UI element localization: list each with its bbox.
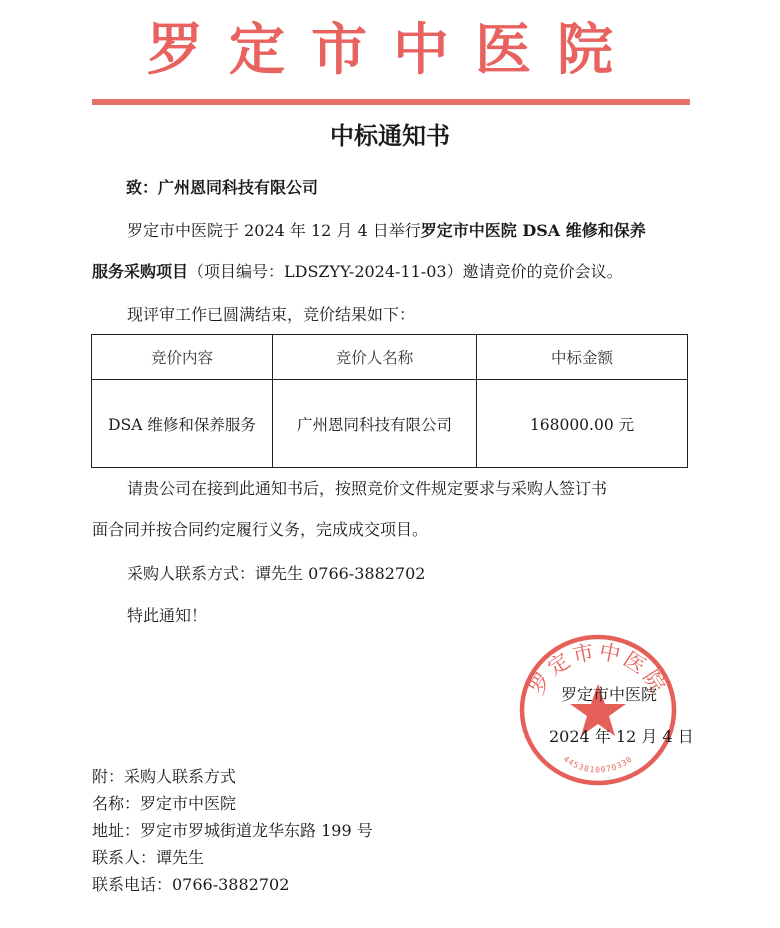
project-name-part-2: 服务采购项目 [92,262,189,281]
project-number-text: （项目编号：LDSZYY-2024-11-03）邀请竞价的竞价会议。 [188,262,623,281]
cell-bidder-name: 广州恩同科技有限公司 [273,380,477,468]
table-header-row [92,335,688,380]
paragraph-3-line-1: 请贵公司在接到此通知书后，按照竞价文件规定要求与采购人签订书 [127,479,608,498]
seal-number-text: 4453810070330 [561,754,635,775]
paragraph-3-line-2: 面合同并按合同约定履行义务，完成成交项目。 [92,520,429,539]
closing-remark: 特此通知！ [127,606,208,625]
paragraph-1-line-2 [92,261,623,283]
appendix-contact-person: 联系人：谭先生 [92,848,205,867]
header-bidder-name: 竞价人名称 [273,335,477,380]
official-seal-icon [518,632,678,788]
appendix-title: 附：采购人联系方式 [92,767,237,786]
seal-org-text: 罗定市中医院 [524,639,672,700]
recipient-line [126,177,318,199]
cell-bid-content: DSA 维修和保养服务 [92,380,273,468]
recipient-company: 广州恩同科技有限公司 [158,178,319,197]
bid-result-table [91,334,688,468]
project-name-part-1: 罗定市中医院 DSA 维修和保养 [420,221,646,240]
recipient-label: 致： [126,178,159,197]
paragraph-2: 现评审工作已圆满结束，竞价结果如下： [127,305,416,324]
purchaser-contact-line: 采购人联系方式：谭先生 0766-3882702 [127,564,426,583]
header-winning-amount: 中标金额 [477,335,688,380]
paragraph-1-line-1 [127,220,646,242]
svg-text:4453810070330 [562,754,635,774]
appendix-name: 名称：罗定市中医院 [92,794,237,813]
appendix-address: 地址：罗定市罗城街道龙华东路 199 号 [92,821,373,840]
table-row [92,380,688,468]
header-bid-content: 竞价内容 [92,335,273,380]
paragraph-1-text: 罗定市中医院于 2024 年 12 月 4 日举行 [127,221,421,240]
document-title: 中标通知书 [330,121,450,150]
letterhead-divider [92,99,690,105]
signature-date: 2024 年 12 月 4 日 [549,727,694,746]
cell-winning-amount: 168000.00 元 [477,380,688,468]
appendix-phone: 联系电话：0766-3882702 [92,875,290,894]
signature-org-name: 罗定市中医院 [561,685,658,704]
hospital-letterhead: 罗定市中医院 [147,17,639,83]
